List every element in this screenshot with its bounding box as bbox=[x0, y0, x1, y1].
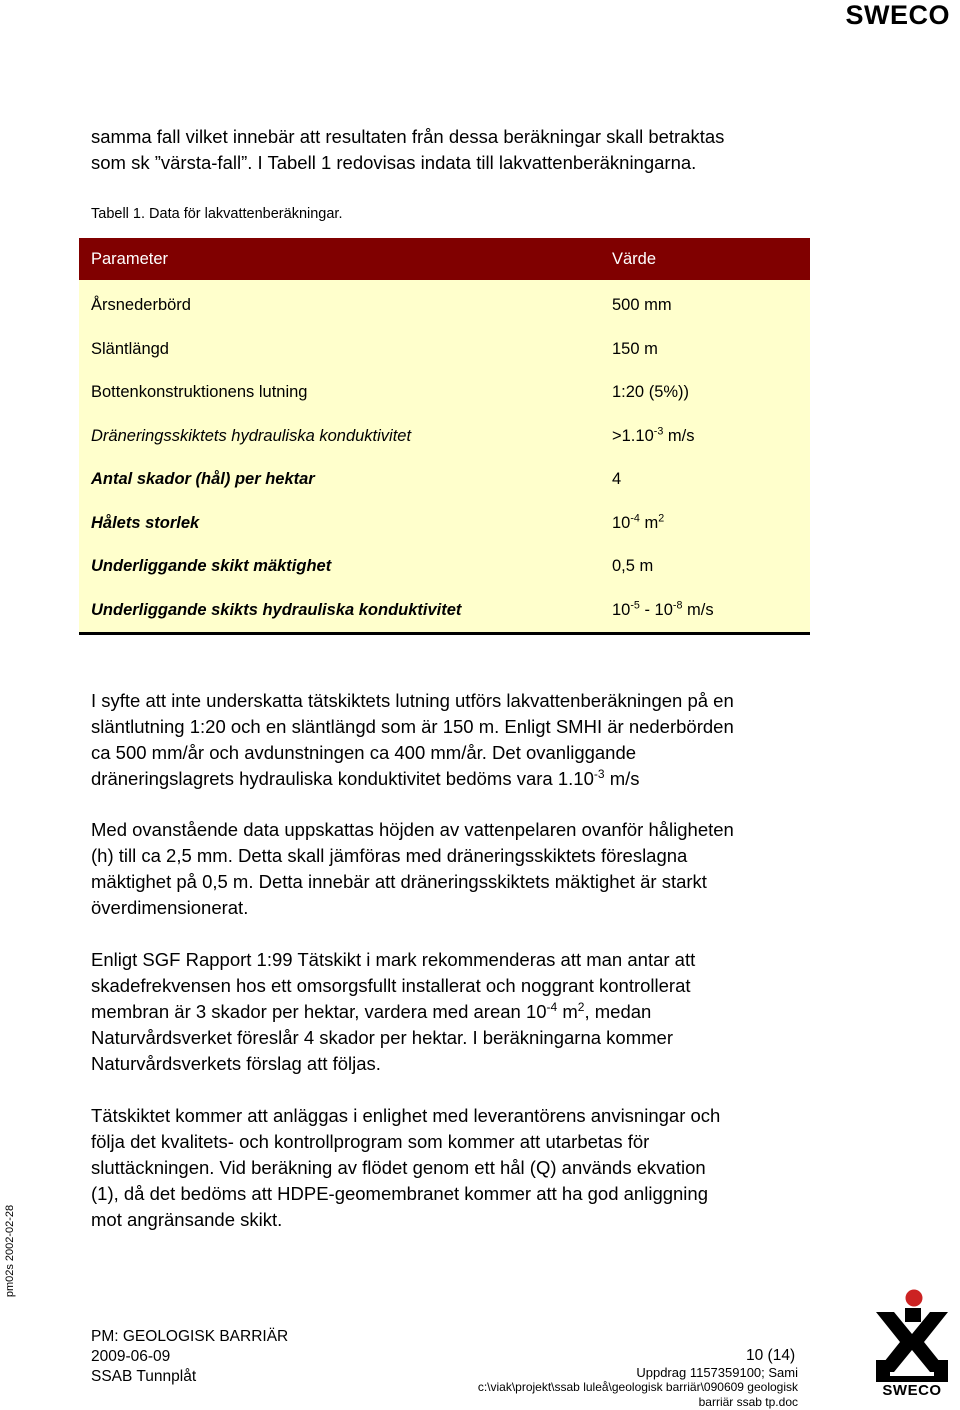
footer-info bbox=[91, 1327, 288, 1387]
row-value: 0,5 m bbox=[612, 557, 654, 575]
text-line: som sk ”värsta-fall”. I Tabell 1 redovisas indata till lakvattenberäkningarna. bbox=[91, 152, 697, 173]
text-line: Tätskiktet kommer att anläggas i enlighet med leverantörens anvisningar och bbox=[91, 1105, 721, 1126]
row-value: 150 m bbox=[612, 340, 658, 358]
value-unit: m bbox=[639, 514, 659, 532]
row-parameter: Dräneringsskiktets hydrauliska konduktivitet bbox=[91, 427, 412, 445]
row-parameter: Släntlängd bbox=[91, 340, 169, 358]
paragraph-1 bbox=[91, 688, 811, 792]
paragraph-4 bbox=[91, 1103, 811, 1233]
file-path: barriär ssab tp.doc bbox=[698, 1395, 798, 1409]
row-parameter: Underliggande skikt mäktighet bbox=[91, 557, 332, 575]
text-line: (h) till ca 2,5 mm. Detta skall jämföras med dräneringsskiktets föreslagna bbox=[91, 845, 688, 866]
row-value bbox=[612, 427, 694, 446]
intro-paragraph bbox=[91, 124, 811, 176]
footer-file-info bbox=[478, 1365, 798, 1410]
header-parameter: Parameter bbox=[91, 250, 169, 268]
header-value: Värde bbox=[612, 250, 657, 268]
text-line: mäktighet på 0,5 m. Detta innebär att dräneringsskiktets mäktighet är starkt bbox=[91, 871, 707, 892]
text-line: samma fall vilket innebär att resultaten från dessa beräkningar skall betraktas bbox=[91, 126, 725, 147]
row-parameter: Hålets storlek bbox=[91, 514, 200, 532]
text-span: m/s bbox=[604, 768, 640, 789]
page-number: 10 (14) bbox=[746, 1347, 796, 1364]
value-text: 10 bbox=[612, 514, 631, 532]
data-table bbox=[79, 238, 810, 635]
text-line: överdimensionerat. bbox=[91, 897, 249, 918]
text-line: ca 500 mm/år och avdunstningen ca 400 mm/år. Det ovanliggande bbox=[91, 742, 637, 763]
text-line: (1), då det bedöms att HDPE-geomembranet kommer att ha god anliggning bbox=[91, 1183, 708, 1204]
value-exponent: -4 bbox=[630, 512, 640, 525]
text-line: I syfte att inte underskatta tätskiktets lutning utförs lakvattenberäkningen på en bbox=[91, 690, 734, 711]
text-line: sluttäckningen. Vid beräkning av flödet genom ett hål (Q) används ekvation bbox=[91, 1157, 706, 1178]
text-line bbox=[91, 766, 811, 792]
row-parameter: Underliggande skikts hydrauliska konduktivitet bbox=[91, 601, 462, 619]
footer-date: 2009-06-09 bbox=[91, 1348, 171, 1365]
table-caption: Tabell 1. Data för lakvattenberäkningar. bbox=[91, 206, 343, 222]
value-text: 10 bbox=[612, 601, 631, 619]
text-line: Med ovanstående data uppskattas höjden av vattenpelaren ovanför håligheten bbox=[91, 819, 734, 840]
text-span: , medan bbox=[584, 1001, 652, 1022]
text-line: skadefrekvensen hos ett omsorgsfullt installerat och noggrant kontrollerat bbox=[91, 975, 691, 996]
row-value bbox=[612, 514, 664, 533]
row-value: 4 bbox=[612, 470, 622, 488]
text-line: Naturvårdsverket föreslår 4 skador per hektar. I beräkningarna kommer bbox=[91, 1027, 673, 1048]
exponent: -4 bbox=[546, 999, 558, 1014]
row-value bbox=[612, 601, 714, 620]
sweco-logo bbox=[872, 1288, 952, 1400]
exponent: -3 bbox=[593, 766, 605, 781]
value-exponent: 2 bbox=[658, 512, 665, 525]
text-line: mot angränsande skikt. bbox=[91, 1209, 283, 1230]
exponent: 2 bbox=[577, 999, 585, 1014]
paragraph-2 bbox=[91, 817, 811, 921]
text-span: m bbox=[557, 1001, 578, 1022]
text-span: membran är 3 skador per hektar, vardera med arean 10 bbox=[91, 1001, 547, 1022]
value-exponent: -8 bbox=[672, 599, 683, 612]
row-value: 500 mm bbox=[612, 296, 672, 314]
paragraph-3 bbox=[91, 947, 811, 1077]
document-code: pm02s 2002-02-28 bbox=[4, 1204, 16, 1298]
text-line: följa det kvalitets- och kontrollprogram som kommer att utarbetas för bbox=[91, 1131, 650, 1152]
text-line bbox=[91, 999, 811, 1025]
footer-company: SSAB Tunnplåt bbox=[91, 1368, 197, 1385]
footer-title: PM: GEOLOGISK BARRIÄR bbox=[91, 1328, 289, 1345]
file-path: c:\viak\projekt\ssab luleå\geologisk barriär\090609 geologisk bbox=[477, 1380, 798, 1394]
assignment-info: Uppdrag 1157359100; Sami bbox=[636, 1365, 798, 1380]
row-value: 1:20 (5%)) bbox=[612, 383, 690, 401]
table-header-row bbox=[79, 238, 810, 280]
row-parameter: Bottenkonstruktionens lutning bbox=[91, 383, 308, 401]
value-exponent: -5 bbox=[630, 599, 640, 612]
row-parameter: Antal skador (hål) per hektar bbox=[91, 470, 315, 488]
value-exponent: -3 bbox=[653, 425, 664, 438]
value-unit: m/s bbox=[682, 601, 714, 619]
row-parameter: Årsnederbörd bbox=[91, 296, 191, 314]
value-text: - 10 bbox=[639, 601, 673, 619]
brand-name: SWECO bbox=[845, 0, 950, 30]
text-line: släntlutning 1:20 och en släntlängd som är 150 m. Enligt SMHI är nederbörden bbox=[91, 716, 734, 737]
value-unit: m/s bbox=[663, 427, 695, 445]
text-span: dräneringslagrets hydrauliska konduktivitet bedöms vara 1.10 bbox=[91, 768, 594, 789]
value-text: >1.10 bbox=[612, 427, 654, 445]
logo-text: SWECO bbox=[882, 1382, 942, 1399]
text-line: Naturvårdsverkets förslag att följas. bbox=[91, 1053, 381, 1074]
text-line: Enligt SGF Rapport 1:99 Tätskikt i mark rekommenderas att man antar att bbox=[91, 949, 696, 970]
